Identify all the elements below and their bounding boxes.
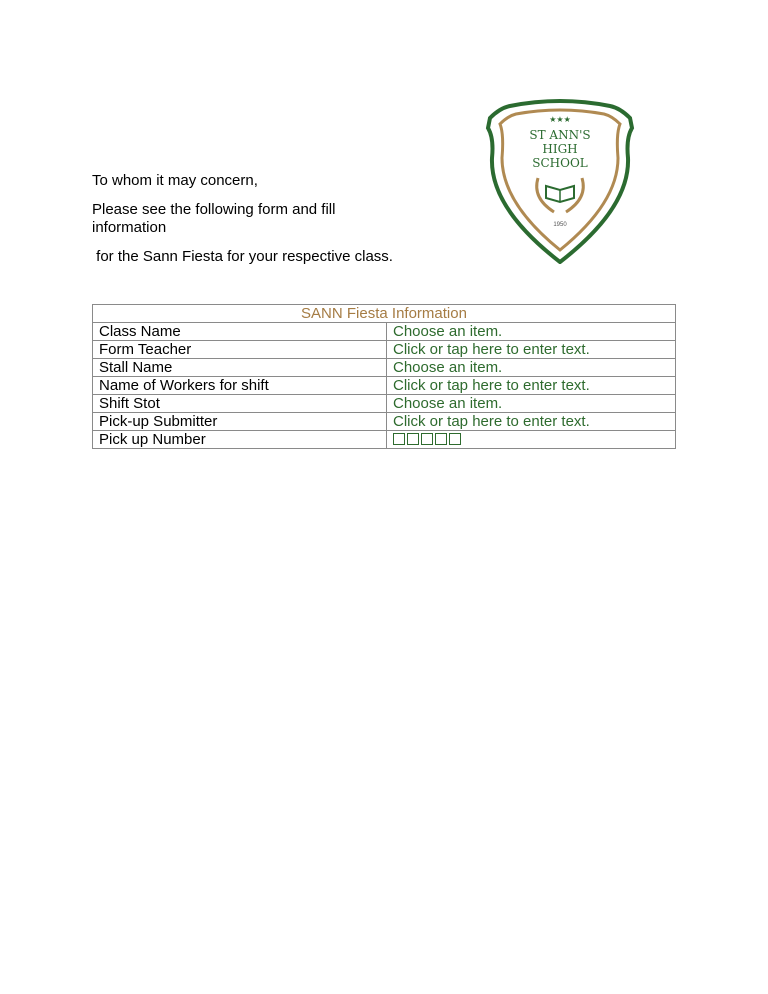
digit-box[interactable] xyxy=(421,433,433,445)
form-title: SANN Fiesta Information xyxy=(93,305,676,323)
workers-input[interactable]: Click or tap here to enter text. xyxy=(387,377,676,395)
svg-text:1950: 1950 xyxy=(553,222,567,228)
pickup-submitter-input[interactable]: Click or tap here to enter text. xyxy=(387,413,676,431)
field-label: Form Teacher xyxy=(93,341,387,359)
digit-box[interactable] xyxy=(407,433,419,445)
field-label: Pick up Number xyxy=(93,431,387,449)
svg-text:SCHOOL: SCHOOL xyxy=(532,156,588,170)
field-label: Shift Stot xyxy=(93,395,387,413)
logo-text: ST ANN'S xyxy=(529,128,591,142)
pickup-number-field[interactable] xyxy=(387,431,676,449)
fiesta-form-table xyxy=(92,304,676,449)
field-label: Class Name xyxy=(93,323,387,341)
form-teacher-input[interactable]: Click or tap here to enter text. xyxy=(387,341,676,359)
digit-box[interactable] xyxy=(435,433,447,445)
svg-text:HIGH: HIGH xyxy=(542,142,578,156)
field-label: Name of Workers for shift xyxy=(93,377,387,395)
svg-text:★★★: ★★★ xyxy=(549,115,571,124)
intro-line: Please see the following form and fill information xyxy=(92,201,336,236)
greeting: To whom it may concern, xyxy=(92,172,258,189)
field-label: Stall Name xyxy=(93,359,387,377)
digit-box[interactable] xyxy=(449,433,461,445)
class-name-dropdown[interactable]: Choose an item. xyxy=(387,323,676,341)
shift-slot-dropdown[interactable]: Choose an item. xyxy=(387,395,676,413)
field-label: Pick-up Submitter xyxy=(93,413,387,431)
stall-name-dropdown[interactable]: Choose an item. xyxy=(387,359,676,377)
book-icon xyxy=(546,186,574,202)
intro-line-2: for the Sann Fiesta for your respective class. xyxy=(92,248,393,265)
digit-box[interactable] xyxy=(393,433,405,445)
school-logo xyxy=(480,98,640,264)
